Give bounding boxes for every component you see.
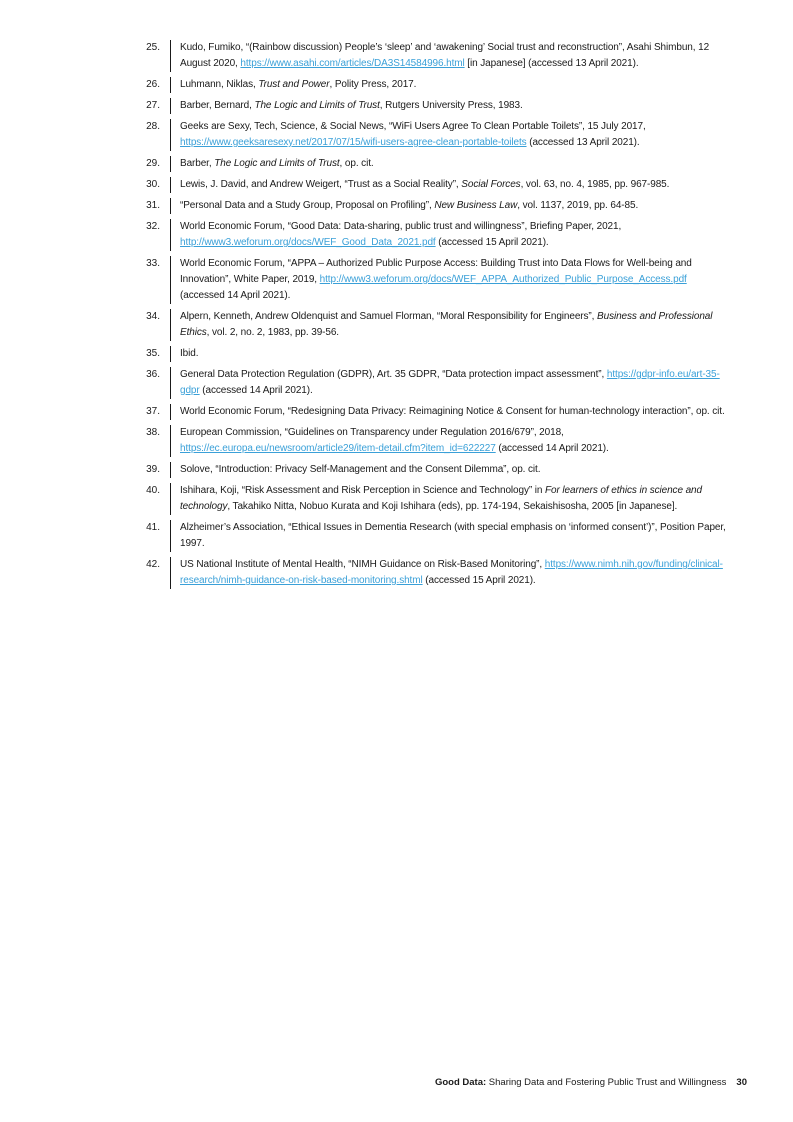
reference-number: 41.	[146, 522, 160, 533]
reference-text	[170, 367, 730, 399]
reference-text	[170, 557, 730, 589]
reference-segment: (accessed 15 April 2021).	[435, 237, 549, 248]
reference-item	[0, 156, 793, 172]
reference-title: The Logic and Limits of Trust	[254, 100, 380, 111]
reference-link[interactable]: https://www.asahi.com/articles/DA3S14584996.html	[240, 58, 465, 69]
reference-text	[170, 77, 730, 93]
reference-link[interactable]: https://ec.europa.eu/newsroom/article29/item-detail.cfm?item_id=622227	[180, 443, 496, 454]
reference-segment: Barber, Bernard,	[180, 100, 255, 111]
reference-number: 34.	[146, 311, 160, 322]
reference-item	[0, 483, 793, 515]
footer-title-bold: Good Data:	[434, 1077, 487, 1088]
reference-text	[170, 177, 730, 193]
reference-number: 35.	[146, 348, 160, 359]
reference-number: 36.	[146, 369, 160, 380]
reference-number: 32.	[146, 221, 160, 232]
reference-number: 28.	[146, 121, 160, 132]
reference-item	[0, 256, 793, 304]
reference-segment: , Takahiko Nitta, Nobuo Kurata and Koji Ishihara (eds), pp. 174-194, Sekaishisosha, 2005 [in Japanese].	[227, 501, 678, 512]
page-number: 30	[736, 1077, 747, 1088]
reference-item	[0, 367, 793, 399]
reference-segment: Luhmann, Niklas,	[180, 79, 259, 90]
reference-segment: Alpern, Kenneth, Andrew Oldenquist and Samuel Florman, “Moral Responsibility for Engineers”,	[180, 311, 598, 322]
reference-item	[0, 404, 793, 420]
reference-segment: (accessed 14 April 2021).	[199, 385, 313, 396]
reference-link[interactable]: https://www.nimh.nih.gov/funding/clinical-research/nimh-guidance-on-risk-based-monitoring.shtml	[180, 559, 723, 586]
reference-item	[0, 520, 793, 552]
reference-number: 42.	[146, 559, 160, 570]
reference-segment: World Economic Forum, “APPA – Authorized Public Purpose Access: Building Trust into Data Flows for Well-being and Innovation”, White Paper, 2019,	[180, 258, 692, 285]
reference-segment: Kudo, Fumiko, “(Rainbow discussion) People’s ‘sleep’ and ‘awakening’ Social trust and reconstruction”, Asahi Shimbun, 12 August 2020,	[180, 42, 710, 69]
reference-segment: “Personal Data and a Study Group, Proposal on Profiling”,	[180, 200, 435, 211]
reference-title: Trust and Power	[258, 79, 330, 90]
reference-item	[0, 119, 793, 151]
reference-title: Social Forces	[461, 179, 521, 190]
reference-segment: Barber,	[180, 158, 215, 169]
reference-segment: European Commission, “Guidelines on Transparency under Regulation 2016/679”, 2018,	[180, 427, 564, 438]
reference-list	[0, 40, 793, 594]
reference-segment: (accessed 13 April 2021).	[526, 137, 640, 148]
reference-segment: Lewis, J. David, and Andrew Weigert, “Trust as a Social Reality”,	[180, 179, 462, 190]
reference-item	[0, 77, 793, 93]
reference-segment: Geeks are Sexy, Tech, Science, & Social News, “WiFi Users Agree To Clean Portable Toilets”, 15 July 2017,	[180, 121, 646, 132]
reference-segment: US National Institute of Mental Health, “NIMH Guidance on Risk-Based Monitoring”,	[180, 559, 545, 570]
reference-text	[170, 346, 730, 362]
reference-segment: General Data Protection Regulation (GDPR), Art. 35 GDPR, “Data protection impact assessment”,	[180, 369, 607, 380]
reference-segment: , vol. 2, no. 2, 1983, pp. 39-56.	[206, 327, 339, 338]
reference-segment: Alzheimer’s Association, “Ethical Issues in Dementia Research (with special emphasis on ‘informed consent’)”, Position Paper, 1997.	[180, 522, 726, 549]
reference-text	[170, 98, 730, 114]
reference-segment: Ibid.	[180, 348, 199, 359]
reference-number: 37.	[146, 406, 160, 417]
reference-item	[0, 346, 793, 362]
reference-text	[170, 156, 730, 172]
reference-segment: [in Japanese] (accessed 13 April 2021).	[464, 58, 639, 69]
reference-segment: , op. cit.	[339, 158, 374, 169]
reference-item	[0, 40, 793, 72]
reference-segment: Ishihara, Koji, “Risk Assessment and Risk Perception in Science and Technology” in	[180, 485, 546, 496]
reference-title: Business and Professional Ethics	[180, 311, 713, 338]
reference-number: 30.	[146, 179, 160, 190]
reference-segment: (accessed 15 April 2021).	[422, 575, 536, 586]
reference-segment: , vol. 63, no. 4, 1985, pp. 967-985.	[520, 179, 670, 190]
reference-text	[170, 425, 730, 457]
reference-number: 26.	[146, 79, 160, 90]
reference-segment: , Rutgers University Press, 1983.	[379, 100, 523, 111]
reference-item	[0, 557, 793, 589]
reference-item	[0, 462, 793, 478]
reference-segment: , vol. 1137, 2019, pp. 64-85.	[517, 200, 639, 211]
reference-link[interactable]: http://www3.weforum.org/docs/WEF_Good_Data_2021.pdf	[180, 237, 436, 248]
reference-text	[170, 40, 730, 72]
reference-text	[170, 483, 730, 515]
reference-number: 29.	[146, 158, 160, 169]
reference-number: 33.	[146, 258, 160, 269]
reference-item	[0, 98, 793, 114]
reference-text	[170, 520, 730, 552]
reference-segment: Solove, “Introduction: Privacy Self-Management and the Consent Dilemma”, op. cit.	[180, 464, 541, 475]
reference-text	[170, 119, 730, 151]
reference-text	[170, 256, 730, 304]
reference-link[interactable]: https://www.geeksaresexy.net/2017/07/15/wifi-users-agree-clean-portable-toilets	[180, 137, 527, 148]
reference-text	[170, 309, 730, 341]
reference-item	[0, 219, 793, 251]
reference-number: 25.	[146, 42, 160, 53]
reference-number: 40.	[146, 485, 160, 496]
reference-link[interactable]: https://gdpr-info.eu/art-35-gdpr	[180, 369, 720, 396]
reference-segment: World Economic Forum, “Good Data: Data-sharing, public trust and willingness”, Briefing Paper, 2021,	[180, 221, 622, 232]
reference-item	[0, 177, 793, 193]
reference-segment: (accessed 14 April 2021).	[495, 443, 609, 454]
reference-segment: , Polity Press, 2017.	[329, 79, 417, 90]
reference-text	[170, 462, 730, 478]
reference-text	[170, 198, 730, 214]
reference-text	[170, 404, 730, 420]
reference-title: The Logic and Limits of Trust	[214, 158, 340, 169]
reference-number: 39.	[146, 464, 160, 475]
reference-title: For learners of ethics in science and technology	[180, 485, 702, 512]
reference-number: 27.	[146, 100, 160, 111]
reference-item	[0, 198, 793, 214]
footer-title-rest: Sharing Data and Fostering Public Trust and Willingness	[486, 1077, 727, 1088]
reference-number: 38.	[146, 427, 160, 438]
reference-text	[170, 219, 730, 251]
reference-segment: World Economic Forum, “Redesigning Data Privacy: Reimagining Notice & Consent for human-technology interaction”, op. cit.	[180, 406, 725, 417]
reference-item	[0, 425, 793, 457]
reference-title: New Business Law	[434, 200, 518, 211]
reference-item	[0, 309, 793, 341]
reference-number: 31.	[146, 200, 160, 211]
reference-link[interactable]: http://www3.weforum.org/docs/WEF_APPA_Authorized_Public_Purpose_Access.pdf	[319, 274, 687, 285]
reference-segment: (accessed 14 April 2021).	[180, 290, 291, 301]
page-footer	[435, 1077, 747, 1088]
